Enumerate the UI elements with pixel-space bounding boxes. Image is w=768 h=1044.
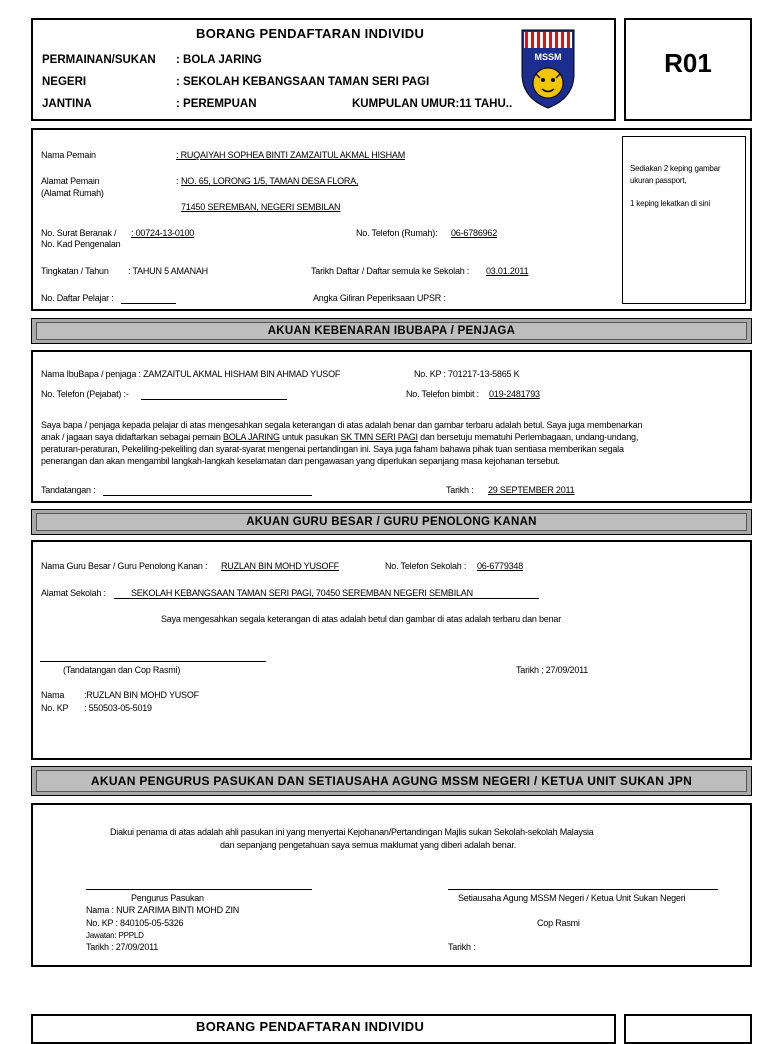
hm-name-value: RUZLAN BIN MOHD YUSOFF (221, 561, 339, 571)
form-title: BORANG PENDAFTARAN INDIVIDU (196, 26, 425, 41)
age-group: KUMPULAN UMUR:11 TAHU.. (352, 98, 513, 110)
hm-sign-line[interactable] (40, 661, 266, 662)
hm-confirm: Saya mengesahkan segala keterangan di atas adalah betul dan gambar di atas adalah terbaru dan benar (161, 614, 562, 624)
photo-box (622, 136, 746, 304)
cert-label-1: No. Surat Beranak / (41, 228, 117, 238)
declared-sport: BOLA JARING (222, 432, 280, 442)
player-name-value: : RUQAIYAH SOPHEA BINTI ZAMZAITUL AKMAL HISHAM (176, 150, 406, 160)
next-page-code-box (624, 1014, 752, 1044)
declared-team: SK TMN SERI PAGI (340, 432, 418, 442)
parent-name: Nama IbuBapa / penjaga : ZAMZAITUL AKMAL HISHAM BIN AHMAD YUSOF (41, 369, 341, 379)
cert-label-2: No. Kad Pengenalan (41, 239, 121, 249)
state-label: NEGERI (42, 76, 87, 88)
next-page-title: BORANG PENDAFTARAN INDIVIDU (196, 1019, 425, 1034)
student-no-line[interactable] (121, 303, 176, 304)
manager-nama: Nama : NUR ZARIMA BINTI MOHD ZIN (86, 905, 240, 915)
parent-declaration-1: Saya bapa / penjaga kepada pelajar di atas mengesahkan segala keterangan di atas adalah benar dan gambar terbaru adalah betul. Saya juga membenarkan (41, 420, 643, 430)
parent-kp: No. KP : 701217-13-5865 K (414, 369, 520, 379)
upsr-label: Angka Giliran Peperiksaan UPSR : (313, 293, 446, 303)
mssm-logo (520, 28, 576, 110)
photo-note-2: ukuran passport, (630, 176, 687, 185)
address-label: Alamat Pemain (41, 176, 100, 186)
hm-date: Tarikh ; 27/09/2011 (516, 665, 589, 675)
address-colon: : (176, 176, 179, 186)
parent-office-phone: No. Telefon (Pejabat) :- (41, 389, 129, 399)
manager-jawatan: Jawatan: PPPLD (86, 931, 144, 940)
hm-name-label: Nama Guru Besar / Guru Penolong Kanan : (41, 561, 208, 571)
class-value: : TAHUN 5 AMANAH (128, 266, 208, 276)
cert-value: : 00724-13-0100 (131, 228, 195, 238)
parent-declaration-3: peraturan-peraturan, Pekeliling-pekeliling dan syarat-syarat mengenai pertandingan ini. Saya juga faham bahawa pihak tuan sentiasa memberikan segala (41, 444, 624, 454)
hm-nama-value: :RUZLAN BIN MOHD YUSOF (84, 690, 199, 700)
secretary-cop: Cop Rasmi (537, 918, 580, 928)
gender-label: JANTINA (42, 98, 92, 110)
form-code: R01 (664, 48, 712, 78)
parent-declaration-2: anak / jagaan saya didaftarkan sebagai pemain BOLA JARING untuk pasukan SK TMN SERI PAGI dan bersetuju mematuhi Perlembagaan, undang-undang, (41, 432, 639, 442)
hm-nama-label: Nama (41, 690, 65, 700)
parent-date-label: Tarikh : (446, 485, 474, 495)
hm-kp-value: : 550503-05-5019 (84, 703, 152, 713)
secretary-sign-line[interactable] (448, 889, 718, 890)
photo-note-3: 1 keping lekatkan di sini (630, 199, 710, 208)
sport-label: PERMAINAN/SUKAN (42, 54, 156, 66)
manager-tarikh: Tarikh : 27/09/2011 (86, 942, 159, 952)
parent-band (31, 318, 752, 344)
hm-sign-caption: (Tandatangan dan Cop Rasmi) (63, 665, 181, 675)
photo-note-1: Sediakan 2 keping gambar (630, 164, 721, 173)
manager-text-1: Diakui penama di atas adalah ahli pasukan ini yang menyertai Kejohanan/Pertandingan Majlis sukan Sekolah-sekolah Malaysia (110, 827, 594, 837)
gender-value: : PEREMPUAN (176, 98, 257, 110)
class-label: Tingkatan / Tahun (41, 266, 109, 276)
state-value: : SEKOLAH KEBANGSAAN TAMAN SERI PAGI (176, 76, 430, 88)
manager-caption: Pengurus Pasukan (131, 893, 204, 903)
address-line-2: 71450 SEREMBAN, NEGERI SEMBILAN (181, 202, 341, 212)
parent-mobile-label: No. Telefon bimbit : (406, 389, 479, 399)
parent-declaration-4: penerangan dan akan mengambil langkah-langkah keselamatan dan pengawasan yang diperlukan sepanjang masa kejohanan tersebut. (41, 456, 560, 466)
sport-value: : BOLA JARING (176, 54, 262, 66)
headmaster-section (31, 540, 752, 760)
hm-phone-label: No. Telefon Sekolah : (385, 561, 467, 571)
reg-date-value: 03.01.2011 (486, 266, 529, 276)
headmaster-band-title: AKUAN GURU BESAR / GURU PENOLONG KANAN (36, 513, 747, 531)
manager-band (31, 766, 752, 796)
student-no-label: No. Daftar Pelajar : (41, 293, 114, 303)
secretary-caption: Setiausaha Agung MSSM Negeri / Ketua Unit Sukan Negeri (458, 893, 686, 903)
manager-kp: No. KP : 840105-05-5326 (86, 918, 184, 928)
address-line-1: NO. 65, LORONG 1/5, TAMAN DESA FLORA, (181, 176, 359, 186)
manager-sign-line[interactable] (86, 889, 312, 890)
office-phone-line[interactable] (141, 399, 287, 400)
hm-kp-label: No. KP (41, 703, 69, 713)
parent-sign-line[interactable] (103, 495, 312, 496)
headmaster-band (31, 509, 752, 535)
parent-mobile-value: 019-2481793 (489, 389, 540, 399)
secretary-tarikh: Tarikh : (448, 942, 476, 952)
phone-home-label: No. Telefon (Rumah): (356, 228, 438, 238)
code-box (624, 18, 752, 121)
hm-address-value: SEKOLAH KEBANGSAAN TAMAN SERI PAGI, 70450 SEREMBAN NEGERI SEMBILAN (131, 588, 473, 598)
parent-band-title: AKUAN KEBENARAN IBUBAPA / PENJAGA (36, 322, 747, 340)
parent-sign-label: Tandatangan : (41, 485, 96, 495)
player-name-label: Nama Pemain (41, 150, 96, 160)
svg-text:MSSM: MSSM (534, 52, 562, 62)
hm-address-line (114, 598, 539, 599)
mssm-shield-icon (520, 28, 576, 110)
manager-text-2: dan sepanjang pengetahuan saya semua maklumat yang diberi adalah benar. (220, 840, 517, 850)
hm-address-label: Alamat Sekolah : (41, 588, 106, 598)
phone-home-value: 06-6786962 (451, 228, 498, 238)
manager-band-title: AKUAN PENGURUS PASUKAN DAN SETIAUSAHA AGUNG MSSM NEGERI / KETUA UNIT SUKAN JPN (36, 770, 747, 792)
reg-date-label: Tarikh Daftar / Daftar semula ke Sekolah : (311, 266, 470, 276)
parent-date-value: 29 SEPTEMBER 2011 (488, 485, 575, 495)
hm-phone-value: 06-6779348 (477, 561, 524, 571)
address-sub-label: (Alamat Rumah) (41, 188, 104, 198)
